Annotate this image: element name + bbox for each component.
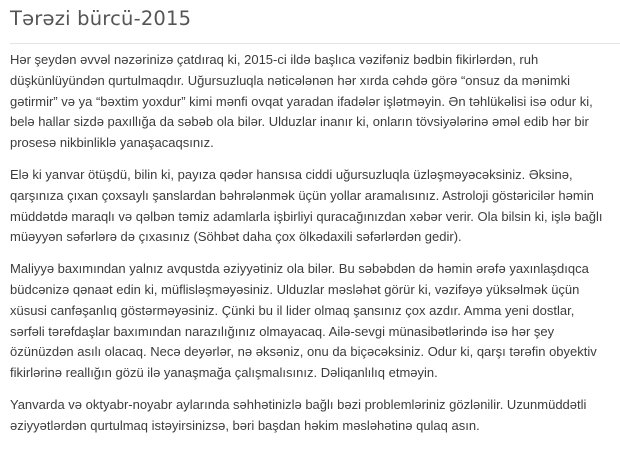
title-bar <box>10 0 620 44</box>
paragraph-2: Elə ki yanvar ötüşdü, bilin ki, payıza qədər hansısa ciddi uğursuzluqla üzləşməyəcəksiniz. Əksinə, qarşınıza çıxan çoxsaylı şanslardan bəhrələnmək üçün yollar aramalısınız. Astroloji göstəricilər həmin müddətdə maraqlı və qəlbən təmiz adamlarla işbirliyi quracağınızdan xəbər verir. Ola bilsin ki, işlə bağlı müəyyən səfərlərə də çıxasınız (Söhbət daha çox ölkədaxili səfərlərdən gedir). <box>10 166 603 245</box>
article-body <box>10 44 620 437</box>
paragraph-3: Maliyyə baxımından yalnız avqustda əziyyətiniz ola bilər. Bu səbəbdən də həmin ərəfə yaxınlaşdıqca büdcənizə qənaət edin ki, müflisləşməyəsiniz. Ulduzlar məsləhət görür ki, vəzifəyə yüksəlmək üçün xüsusi canfəşanlıq göstərməyəsiniz. Çünki bu il lider olmaq şansınız çox azdır. Amma yeni dostlar, sərfəli tərəfdaşlar baxımından narazılığınız olmayacaq. Ailə-sevgi münasibətlərində isə hər şey özünüzdən asılı olacaq. Necə deyərlər, nə əksəniz, onu da biçəcəksiniz. Odur ki, qarşı tərəfin obyektiv fikirlərinə reallığın gözü ilə yanaşmağa çalışmalısınız. Dəliqanlılıq etməyin. <box>10 261 597 381</box>
paragraph-1: Hər şeydən əvvəl nəzərinizə çatdıraq ki, 2015-ci ildə başlıca vəzifəniz bədbin fikirlərdən, ruh düşkünlüyündən qurtulmaqdır. Uğursuzluqla nəticələnən hər xırda cəhdə görə “onsuz da mənimki gətirmir” və ya “bəxtim yoxdur” kimi mənfi ovqat yaradan ifadələr işlətməyin. Ən təhlükəlisi isə odur ki, belə hallar sizdə paxıllığa da səbəb ola bilər. Ulduzlar inanır ki, onların tövsiyələrinə əməl edib hər bir prosesə nikbinliklə yanaşacaqsınız. <box>10 52 593 151</box>
article-title: Tərəzi bürcü-2015 <box>10 7 192 30</box>
paragraph-4: Yanvarda və oktyabr-noyabr aylarında səhhətinizlə bağlı bəzi problemləriniz gözlənilir. Uzunmüddətli əziyyətlərdən qurtulmaq istəyirsinizsə, bəri başdan həkim məsləhətinə qulaq asın. <box>10 396 587 433</box>
